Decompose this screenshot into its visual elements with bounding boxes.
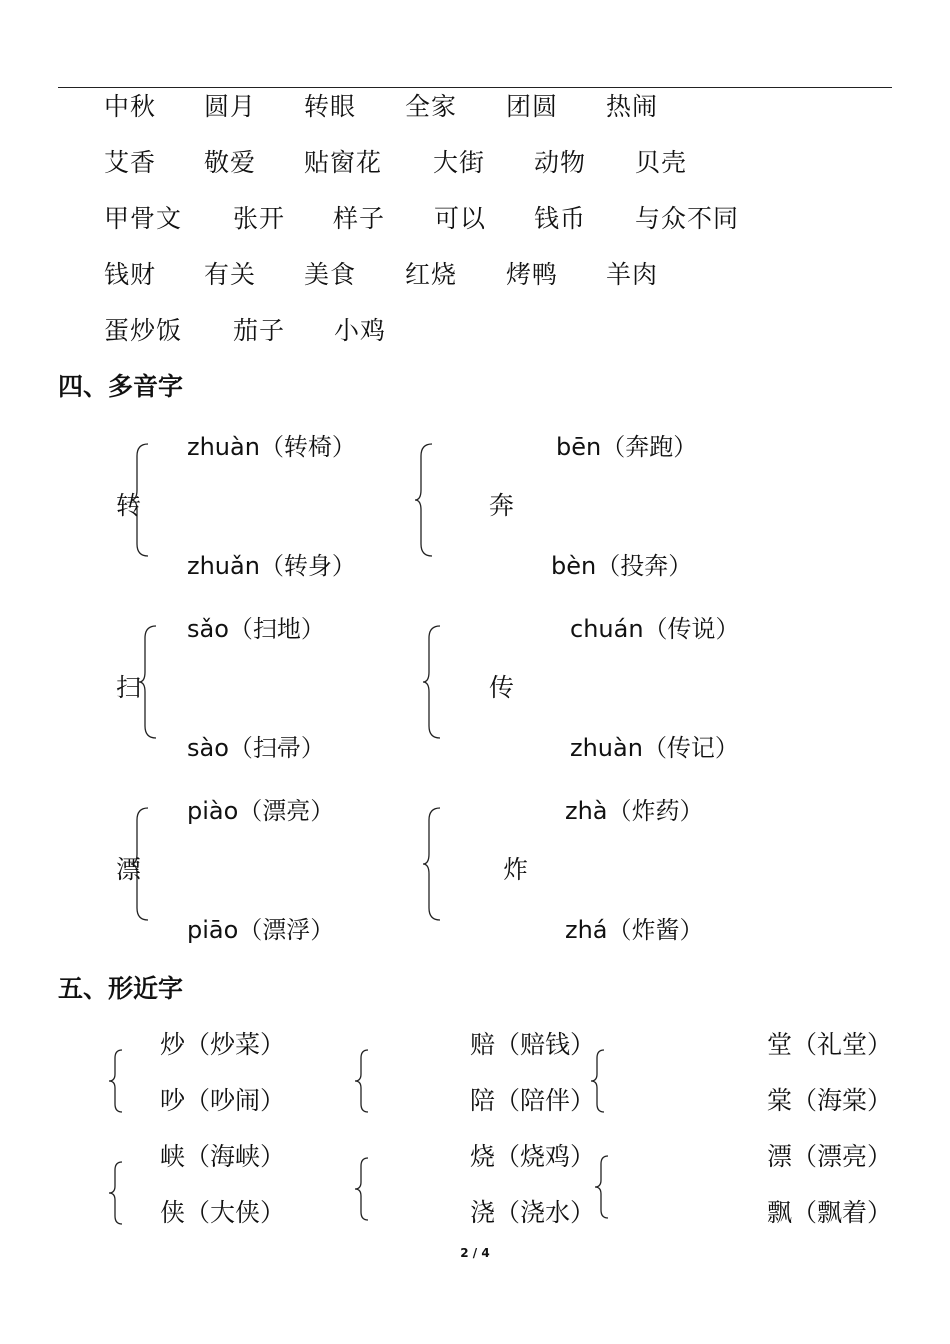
reading-top: bēn（奔跑） <box>556 433 698 461</box>
page-number: 2 / 4 <box>460 1246 490 1260</box>
vocab-word: 与众不同 <box>635 204 740 233</box>
polyphone-char: 扫 <box>116 673 142 702</box>
vocab-word: 团圆 <box>506 92 559 121</box>
vocab-word: 小鸡 <box>334 316 387 345</box>
vocab-word: 贴窗花 <box>304 148 383 177</box>
vocab-word: 羊肉 <box>606 260 659 289</box>
brace-icon <box>592 1154 612 1220</box>
similar-char-word: 飘（飘着） <box>767 1198 893 1227</box>
vocab-word: 张开 <box>233 204 286 233</box>
vocab-word: 甲骨文 <box>104 204 183 233</box>
reading-top: piào（漂亮） <box>187 797 335 825</box>
polyphone-char: 奔 <box>489 491 515 520</box>
reading-bottom: zhá（炸酱） <box>565 916 704 944</box>
vocab-word: 钱财 <box>104 260 157 289</box>
vocab-word: 大街 <box>433 148 486 177</box>
similar-char-word: 烧（烧鸡） <box>470 1142 596 1171</box>
reading-top: zhà（炸药） <box>565 797 704 825</box>
section-title-similar-chars: 五、形近字 <box>58 974 184 1003</box>
reading-bottom: bèn（投奔） <box>551 552 693 580</box>
vocab-word: 敬爱 <box>204 148 257 177</box>
brace-icon <box>352 1156 372 1222</box>
reading-top: sǎo（扫地） <box>187 615 325 643</box>
brace-icon <box>422 624 446 740</box>
similar-char-word: 侠（大侠） <box>160 1198 286 1227</box>
similar-char-word: 漂（漂亮） <box>767 1142 893 1171</box>
brace-icon <box>138 624 162 740</box>
reading-bottom: piāo（漂浮） <box>187 916 335 944</box>
vocab-word: 动物 <box>534 148 587 177</box>
vocab-word: 中秋 <box>104 92 157 121</box>
vocab-word: 艾香 <box>104 148 157 177</box>
polyphone-char: 漂 <box>116 855 142 884</box>
brace-icon <box>414 442 438 558</box>
similar-char-word: 棠（海棠） <box>767 1086 893 1115</box>
brace-icon <box>588 1048 608 1114</box>
reading-bottom: zhuàn（传记） <box>570 734 739 762</box>
reading-bottom: zhuǎn（转身） <box>187 552 356 580</box>
vocab-word: 转眼 <box>304 92 357 121</box>
brace-icon <box>106 1160 126 1226</box>
polyphone-char: 炸 <box>503 855 529 884</box>
vocab-word: 钱币 <box>534 204 587 233</box>
brace-icon <box>422 806 446 922</box>
vocab-word: 贝壳 <box>635 148 688 177</box>
vocab-word: 烤鸭 <box>506 260 559 289</box>
vocab-word: 蛋炒饭 <box>104 316 183 345</box>
vocab-word: 红烧 <box>405 260 458 289</box>
similar-char-word: 浇（浇水） <box>470 1198 596 1227</box>
similar-char-word: 赔（赔钱） <box>470 1030 596 1059</box>
similar-char-word: 堂（礼堂） <box>767 1030 893 1059</box>
polyphone-char: 转 <box>116 491 142 520</box>
brace-icon <box>352 1048 372 1114</box>
polyphone-char: 传 <box>489 673 515 702</box>
vocab-word: 有关 <box>204 260 257 289</box>
similar-char-word: 陪（陪伴） <box>470 1086 596 1115</box>
similar-char-word: 峡（海峡） <box>160 1142 286 1171</box>
vocab-word: 可以 <box>434 204 487 233</box>
header-rule <box>58 87 892 88</box>
section-title-polyphones: 四、多音字 <box>58 372 184 401</box>
vocab-word: 全家 <box>405 92 458 121</box>
vocab-word: 热闹 <box>606 92 659 121</box>
reading-bottom: sào（扫帚） <box>187 734 325 762</box>
reading-top: zhuàn（转椅） <box>187 433 356 461</box>
vocab-word: 美食 <box>304 260 357 289</box>
vocab-word: 样子 <box>333 204 386 233</box>
reading-top: chuán（传说） <box>570 615 740 643</box>
vocab-word: 茄子 <box>233 316 286 345</box>
similar-char-word: 炒（炒菜） <box>160 1030 286 1059</box>
vocab-word: 圆月 <box>204 92 257 121</box>
brace-icon <box>106 1048 126 1114</box>
similar-char-word: 吵（吵闹） <box>160 1086 286 1115</box>
